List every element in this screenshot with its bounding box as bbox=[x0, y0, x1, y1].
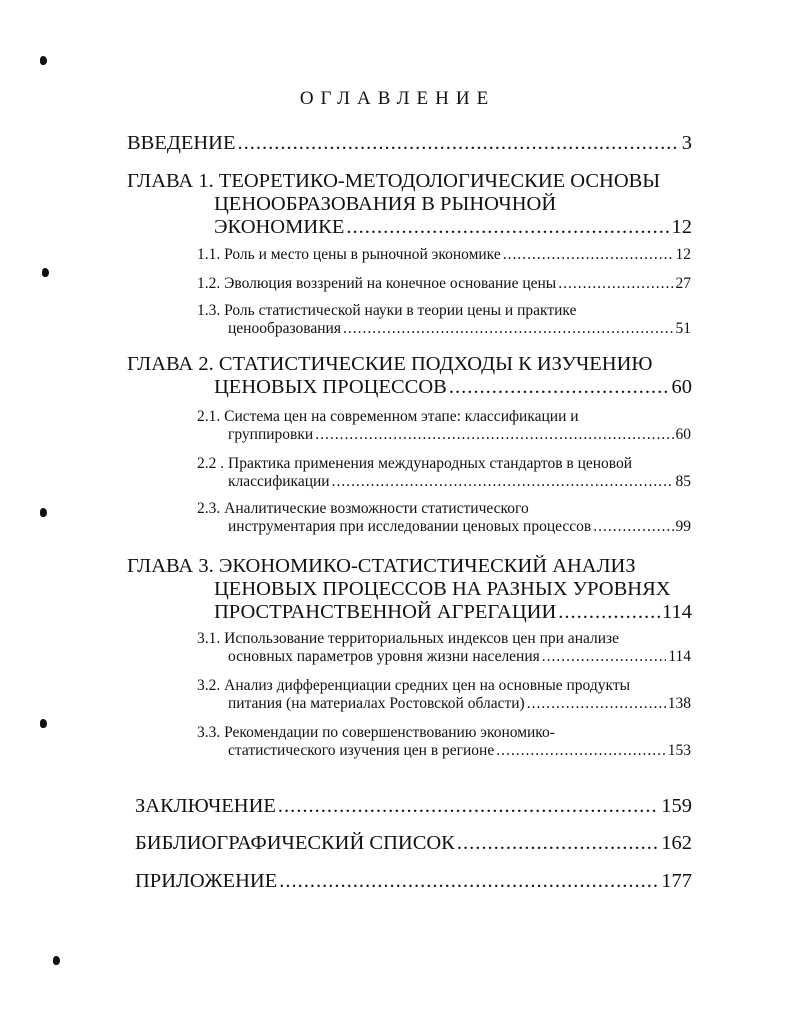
toc-section-1-3[interactable] bbox=[197, 302, 691, 338]
binder-hole-mark bbox=[40, 508, 47, 517]
chapter-heading: ГЛАВА 2. СТАТИСТИЧЕСКИЕ ПОДХОДЫ К ИЗУЧЕНИЮ bbox=[127, 353, 653, 375]
page-number: 99 bbox=[675, 518, 691, 535]
toc-chapter-3[interactable] bbox=[127, 555, 692, 624]
section-number: 3.1. bbox=[197, 630, 221, 647]
page-number: 114 bbox=[668, 648, 691, 665]
chapter-heading: ГЛАВА 1. ТЕОРЕТИКО-МЕТОДОЛОГИЧЕСКИЕ ОСНОВЫ bbox=[127, 170, 661, 192]
page-number: 3 bbox=[681, 132, 692, 154]
section-title: Роль статистической науки в теории цены и практике bbox=[224, 302, 577, 319]
page-number: 114 bbox=[662, 601, 692, 623]
leader-dots bbox=[238, 132, 680, 155]
leader-dots bbox=[558, 601, 660, 624]
toc-section-2-3[interactable] bbox=[197, 500, 691, 536]
leader-dots bbox=[332, 473, 674, 491]
leader-dots bbox=[279, 870, 659, 893]
toc-entry-appendix[interactable] bbox=[135, 870, 692, 893]
page-number: 60 bbox=[675, 426, 691, 443]
section-title-cont: основных параметров уровня жизни населения bbox=[228, 648, 540, 665]
toc-section-1-2[interactable] bbox=[197, 275, 691, 293]
section-number: 2.1. bbox=[197, 408, 221, 425]
section-title-cont: группировки bbox=[228, 426, 314, 443]
chapter-heading-cont: ЦЕНОВЫХ ПРОЦЕССОВ НА РАЗНЫХ УРОВНЯХ bbox=[214, 578, 671, 600]
leader-dots bbox=[542, 648, 667, 666]
leader-dots bbox=[503, 246, 674, 264]
page-number: 138 bbox=[667, 695, 691, 712]
page-number: 60 bbox=[671, 376, 692, 398]
toc-label: ВВЕДЕНИЕ bbox=[127, 132, 236, 154]
section-title: Рекомендации по совершенствованию экономико- bbox=[224, 724, 555, 741]
chapter-heading-cont: ЦЕНООБРАЗОВАНИЯ В РЫНОЧНОЙ bbox=[214, 193, 557, 215]
section-title-cont: классификации bbox=[228, 473, 330, 490]
section-title: Использование территориальных индексов цен при анализе bbox=[224, 630, 620, 647]
section-title: Система цен на современном этапе: классификации и bbox=[224, 408, 579, 425]
section-title-cont: статистического изучения цен в регионе bbox=[228, 742, 495, 759]
leader-dots bbox=[457, 832, 659, 855]
leader-dots bbox=[449, 376, 670, 399]
chapter-heading-cont: ЭКОНОМИКЕ bbox=[214, 216, 345, 238]
toc-section-3-2[interactable] bbox=[197, 677, 691, 713]
section-number: 2.3. bbox=[197, 500, 221, 517]
section-number: 1.2. bbox=[197, 275, 221, 292]
toc-entry-conclusion[interactable] bbox=[135, 795, 692, 818]
toc-entry-intro[interactable] bbox=[127, 132, 692, 155]
toc-label: ПРИЛОЖЕНИЕ bbox=[135, 870, 278, 892]
leader-dots bbox=[346, 216, 669, 239]
page-number: 159 bbox=[661, 795, 692, 817]
page-title: ОГЛАВЛЕНИЕ bbox=[299, 88, 496, 109]
page-number: 85 bbox=[675, 473, 691, 490]
page-number: 12 bbox=[675, 246, 691, 263]
section-number: 3.2. bbox=[197, 677, 221, 694]
page-number: 12 bbox=[671, 216, 692, 238]
chapter-heading-cont: ЦЕНОВЫХ ПРОЦЕССОВ bbox=[214, 376, 447, 398]
binder-hole-mark bbox=[40, 56, 47, 65]
section-number: 3.3. bbox=[197, 724, 221, 741]
leader-dots bbox=[593, 518, 673, 536]
section-title-cont: инструментария при исследовании ценовых процессов bbox=[228, 518, 592, 535]
page-number: 153 bbox=[667, 742, 691, 759]
section-title: Практика применения международных стандартов в ценовой bbox=[228, 455, 633, 472]
leader-dots bbox=[558, 275, 673, 293]
page-number: 162 bbox=[661, 832, 692, 854]
section-title-cont: ценообразования bbox=[228, 320, 341, 337]
toc-label: БИБЛИОГРАФИЧЕСКИЙ СПИСОК bbox=[135, 832, 455, 854]
section-title: Аналитические возможности статистического bbox=[224, 500, 529, 517]
binder-hole-mark bbox=[40, 719, 47, 728]
leader-dots bbox=[527, 695, 666, 713]
section-title: Эволюция воззрений на конечное основание цены bbox=[224, 275, 557, 292]
toc-section-1-1[interactable] bbox=[197, 246, 691, 264]
toc-section-2-1[interactable] bbox=[197, 408, 691, 444]
toc-chapter-1[interactable] bbox=[127, 170, 692, 239]
chapter-heading: ГЛАВА 3. ЭКОНОМИКО-СТАТИСТИЧЕСКИЙ АНАЛИЗ bbox=[127, 555, 636, 577]
toc-section-3-3[interactable] bbox=[197, 724, 691, 760]
binder-hole-mark bbox=[53, 956, 60, 965]
chapter-heading-cont: ПРОСТРАНСТВЕННОЙ АГРЕГАЦИИ bbox=[214, 601, 557, 623]
toc-label: ЗАКЛЮЧЕНИЕ bbox=[135, 795, 276, 817]
section-title-cont: питания (на материалах Ростовской области) bbox=[228, 695, 525, 712]
leader-dots bbox=[496, 742, 666, 760]
section-title: Роль и место цены в рыночной экономике bbox=[224, 246, 501, 263]
leader-dots bbox=[315, 426, 673, 444]
toc-chapter-2[interactable] bbox=[127, 353, 692, 399]
section-number: 2.2 . bbox=[197, 455, 225, 472]
toc-section-3-1[interactable] bbox=[197, 630, 691, 666]
toc-entry-bibliography[interactable] bbox=[135, 832, 692, 855]
page-number: 51 bbox=[675, 320, 691, 337]
leader-dots bbox=[278, 795, 659, 818]
toc-section-2-2[interactable] bbox=[197, 455, 691, 491]
leader-dots bbox=[343, 320, 674, 338]
section-number: 1.3. bbox=[197, 302, 221, 319]
page-number: 27 bbox=[675, 275, 691, 292]
section-title: Анализ дифференциации средних цен на основные продукты bbox=[224, 677, 631, 694]
page-number: 177 bbox=[661, 870, 692, 892]
binder-hole-mark bbox=[42, 268, 49, 277]
section-number: 1.1. bbox=[197, 246, 221, 263]
